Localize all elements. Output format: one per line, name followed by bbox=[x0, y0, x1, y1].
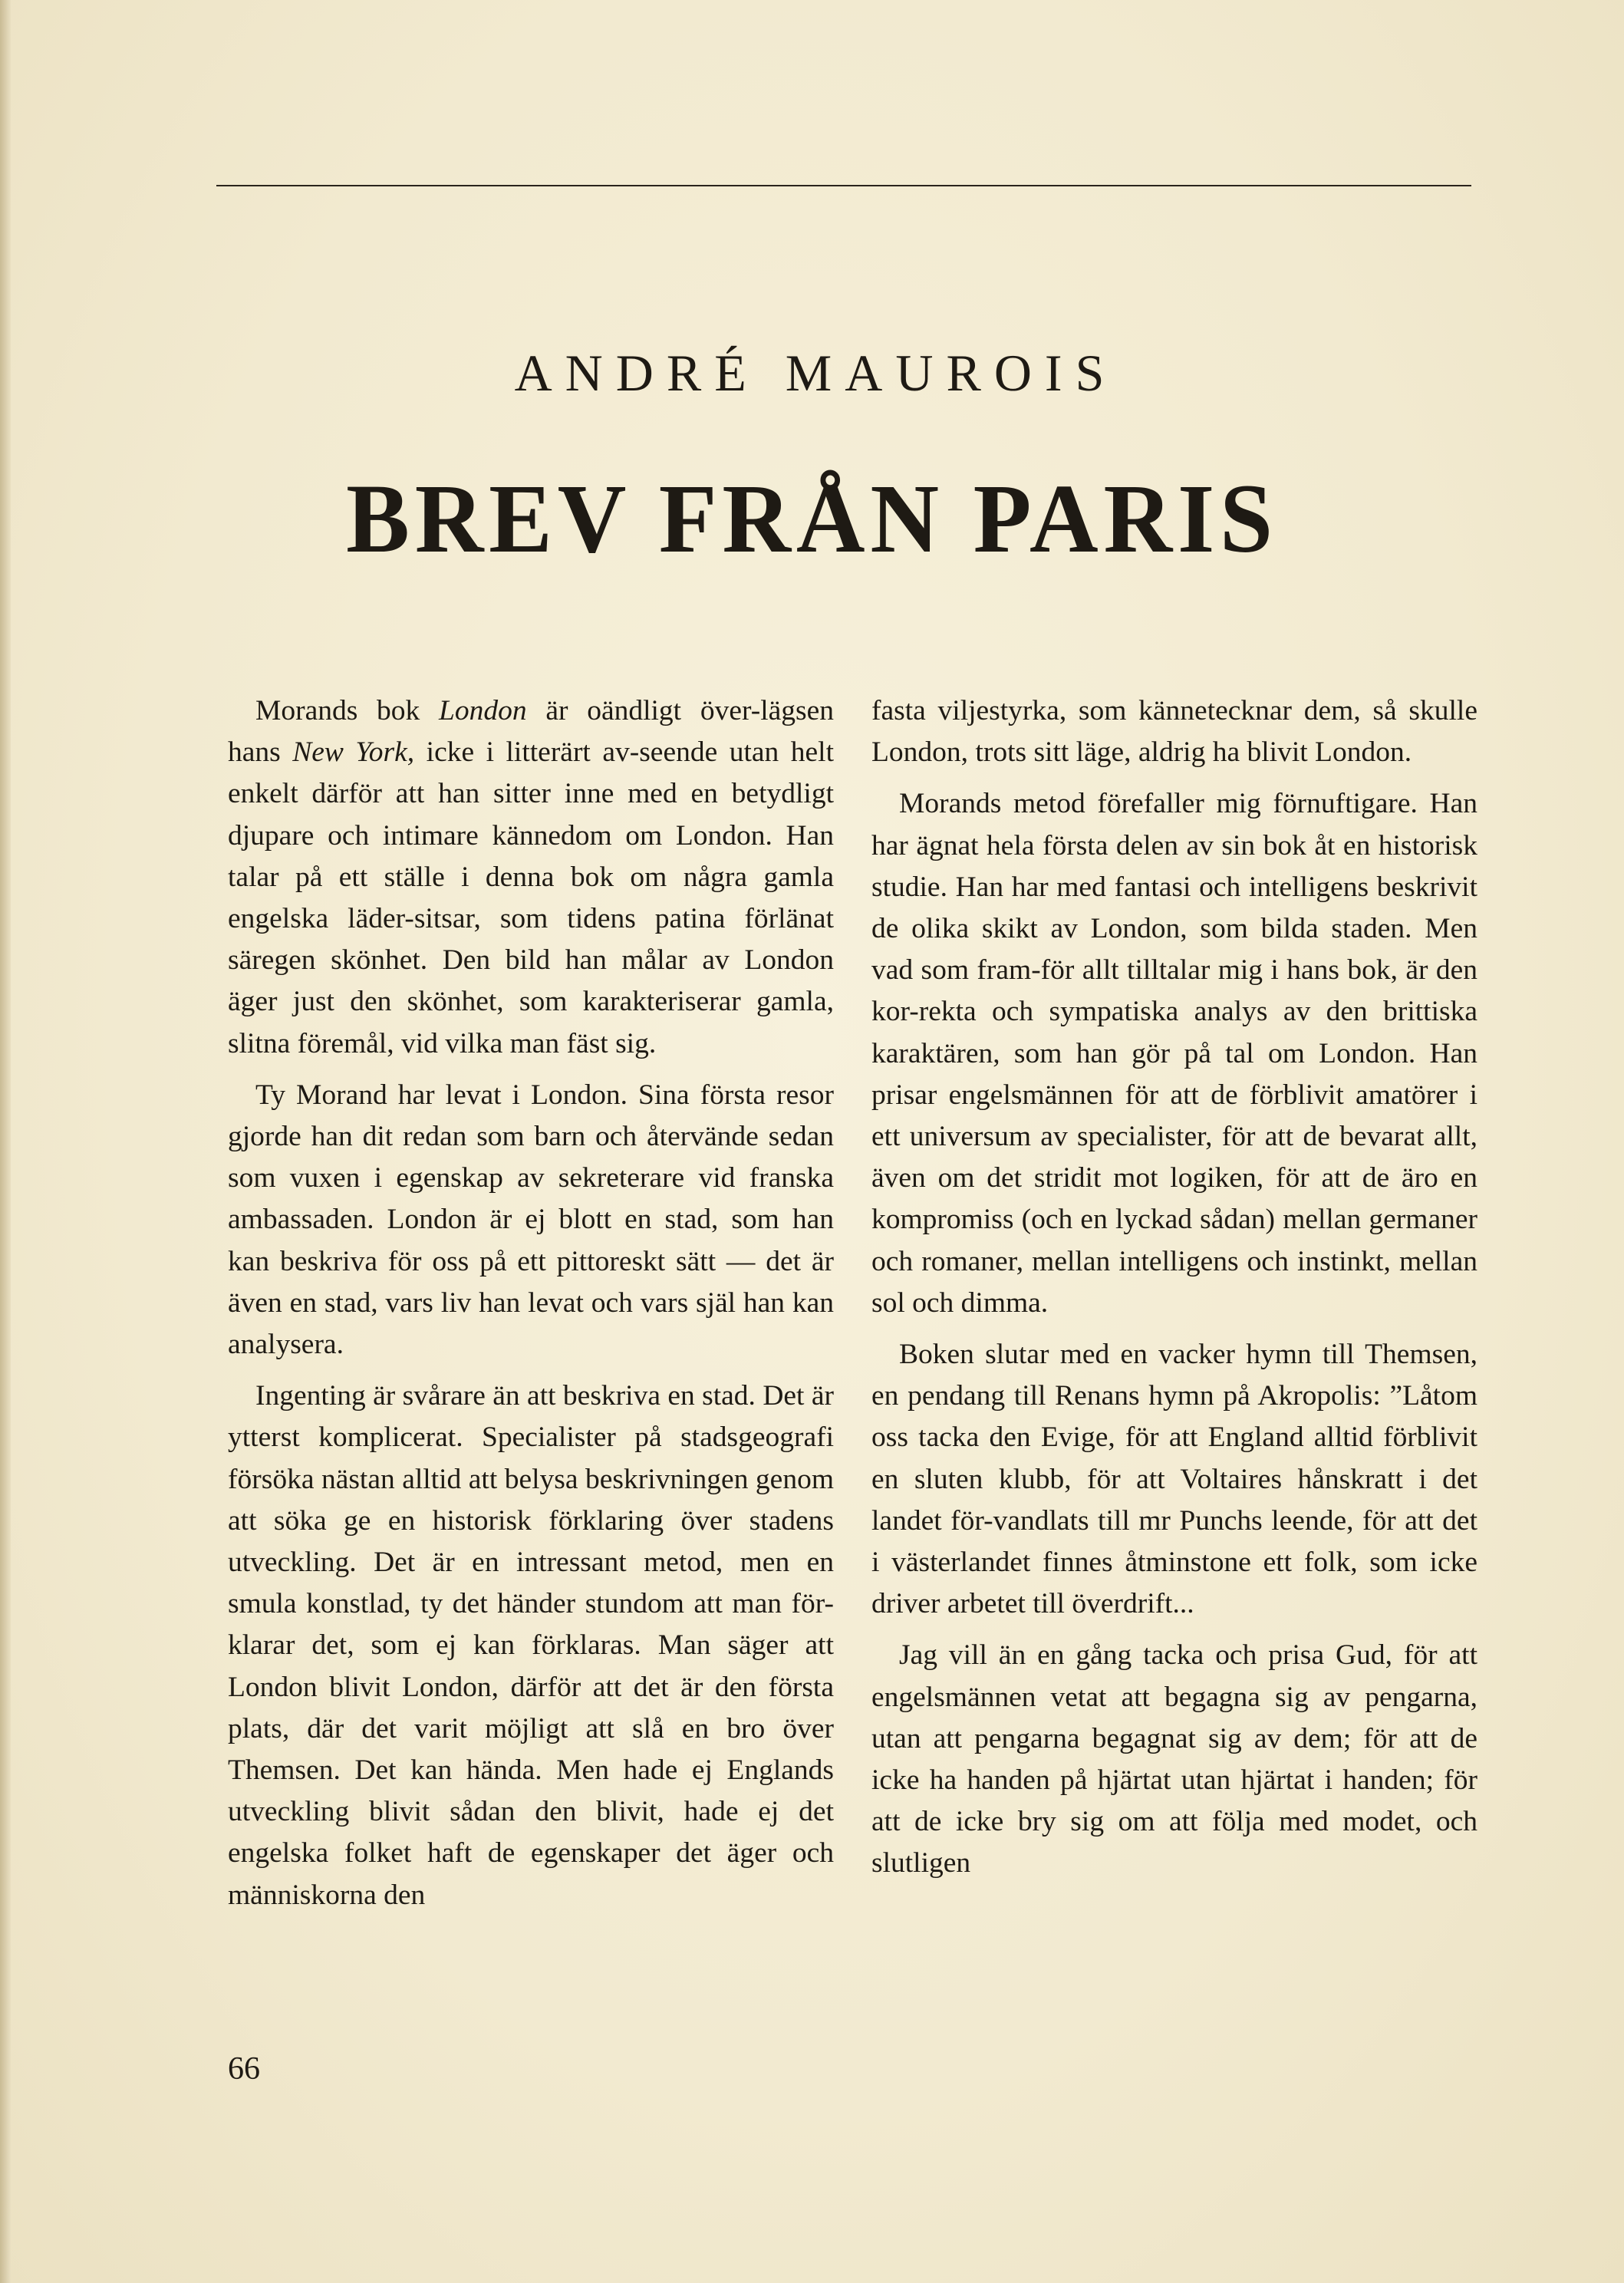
italic-title-london: London bbox=[439, 695, 527, 726]
paragraph: Boken slutar med en vacker hymn till Themsen, en pendang till Renans hymn på Akropolis: ”Låtom oss tacka den Evige, för att England alltid förblivit en sluten klubb, för att Voltaires hånskratt i det landet för-vandlats till mr Punchs leende, för att det i västerlandet finnes åtminstone ett folk, som icke driver arbetet till överdrift... bbox=[871, 1339, 1477, 1620]
right-column bbox=[871, 690, 1477, 1895]
header-rule bbox=[216, 185, 1471, 186]
article-title: BREV FRÅN PARIS bbox=[346, 464, 1278, 573]
text-run: är oändligt över-lägsen hans bbox=[228, 695, 834, 769]
paragraph bbox=[228, 690, 834, 1065]
left-column bbox=[228, 690, 834, 1926]
italic-title-new-york: New York, bbox=[292, 736, 415, 769]
page-edge bbox=[0, 0, 11, 2283]
text-run: Morands bok bbox=[255, 695, 440, 726]
paragraph: Ingenting är svårare än att beskriva en stad. Det är ytterst komplicerat. Specialister på stadsgeografi försöka nästan alltid att belysa beskrivningen genom att söka ge en historisk förklaring över stadens utveckling. Det är en intressant metod, men en smula konstlad, ty det händer stundom att man för-klarar det, som ej kan förklaras. Man säger att London blivit London, därför att det är den första plats, där det varit möjligt att slå en bro över Themsen. Det kan hända. Men hade ej Englands utveckling blivit sådan den blivit, hade ej det engelska folket haft de egenskaper det äger och människorna den bbox=[228, 1380, 834, 1911]
author-name: ANDRÉ MAUROIS bbox=[514, 344, 1118, 402]
paragraph: Morands metod förefaller mig förnuftigare. Han har ägnat hela första delen av sin bok åt en historisk studie. Han har med fantasi och intelligens beskrivit de olika skikt av London, som bilda staden. Men vad som fram-för allt tilltalar mig i hans bok, är den kor-rekta och sympatiska analys av den brittiska karaktären, som han gör på tal om London. Han prisar engelsmännen för att de förblivit amatörer i ett universum av specialister, för att de bevarat allt, även om det stridit mot logiken, för att de äro en kompromiss (och en lyckad sådan) mellan germaner och romaner, mellan intelligens och instinkt, mellan sol och dimma. bbox=[871, 788, 1477, 1319]
page-number: 66 bbox=[228, 2051, 260, 2087]
paragraph: Jag vill än en gång tacka och prisa Gud, för att engelsmännen vetat att begagna sig av pengarna, utan att pengarna begagnat sig av dem; för att de icke ha handen på hjärtat utan hjärtat i handen; för att de icke bry sig om att följa med modet, och slutligen bbox=[871, 1639, 1477, 1879]
paragraph: fasta viljestyrka, som kännetecknar dem, så skulle London, trots sitt läge, aldrig ha blivit London. bbox=[871, 695, 1477, 769]
text-run: icke i litterärt av-seende utan helt enkelt därför att han sitter inne med en betydligt djupare och intimare kännedom om London. Han talar på ett ställe i denna bok om några gamla engelska läder-sitsar, som tidens patina förlänat säregen skönhet. Den bild han målar av London äger just den skönhet, som karakteriserar gamla, slitna föremål, vid vilka man fäst sig. bbox=[228, 736, 835, 1059]
paragraph: Ty Morand har levat i London. Sina första resor gjorde han dit redan som barn och återvände sedan som vuxen i egenskap av sekreterare vid franska ambassaden. London är ej blott en stad, som han kan beskriva för oss på ett pittoreskt sätt — det är även en stad, vars liv han levat och vars själ han kan analysera. bbox=[228, 1079, 834, 1361]
